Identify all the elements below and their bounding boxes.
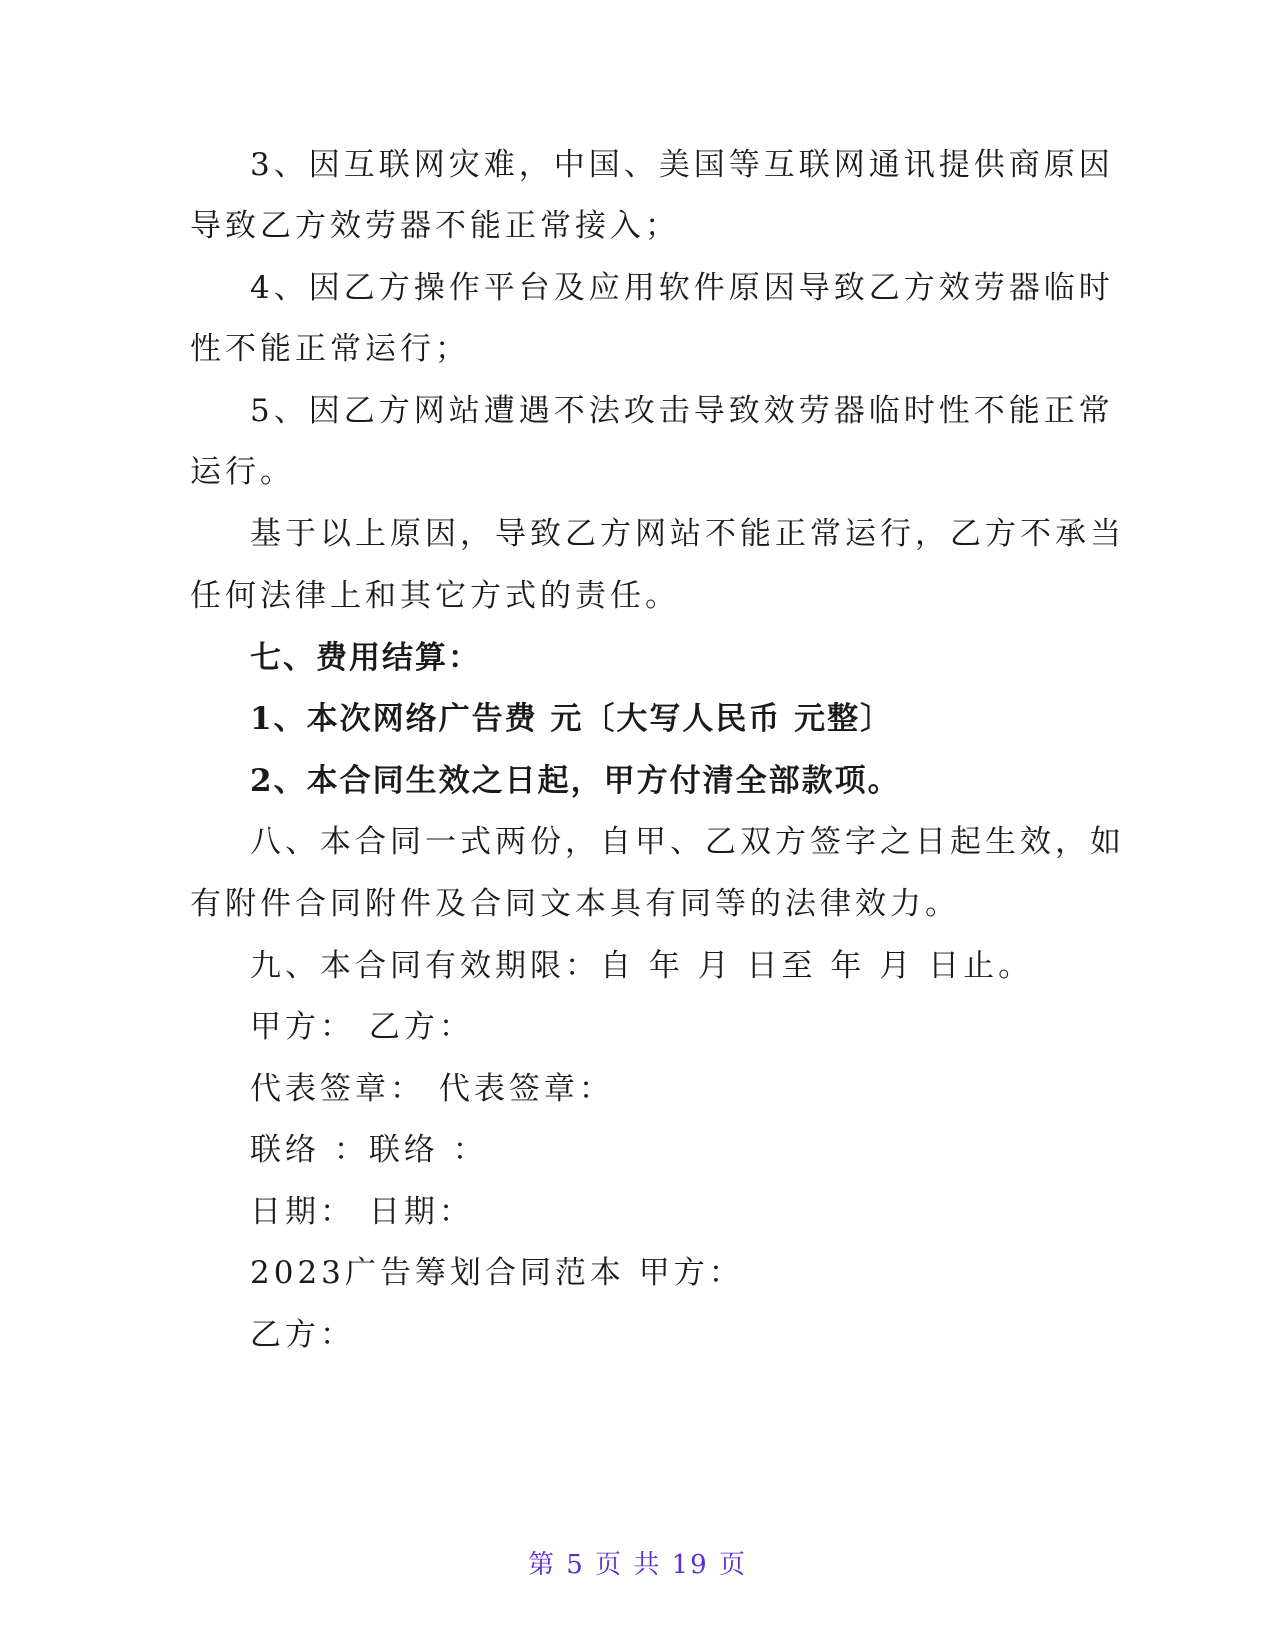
paragraph-line: 有附件合同附件及合同文本具有同等的法律效力。: [190, 886, 960, 922]
paragraph-line: 性不能正常运行；: [190, 331, 470, 367]
document-title-line: 2023广告筹划合同范本 甲方：: [250, 1255, 744, 1291]
paragraph-line-bold: 1、本次网络广告费 元〔大写人民币 元整〕: [250, 701, 894, 737]
signature-line: 联络 ：联络 ：: [250, 1132, 488, 1168]
paragraph-line: 基于以上原因，导致乙方网站不能正常运行，乙方不承当: [250, 516, 1125, 552]
signature-line: 乙方：: [250, 1317, 355, 1353]
paragraph-line: 5、因乙方网站遭遇不法攻击导致效劳器临时性不能正常: [250, 393, 1114, 429]
page-number-footer: 第 5 页 共 19 页: [528, 1550, 747, 1580]
signature-line: 甲方： 乙方：: [250, 1009, 474, 1045]
paragraph-line: 4、因乙方操作平台及应用软件原因导致乙方效劳器临时: [250, 270, 1114, 306]
signature-line: 日期： 日期：: [250, 1194, 474, 1230]
paragraph-line: 导致乙方效劳器不能正常接入；: [190, 208, 680, 244]
paragraph-line: 运行。: [190, 454, 295, 490]
section-heading: 七、费用结算：: [250, 640, 481, 676]
paragraph-line: 九、本合同有效期限：自 年 月 日至 年 月 日止。: [250, 948, 1034, 984]
signature-line: 代表签章： 代表签章：: [250, 1071, 614, 1107]
paragraph-line-bold: 2、本合同生效之日起，甲方付清全部款项。: [250, 763, 901, 799]
paragraph-line: 任何法律上和其它方式的责任。: [190, 578, 680, 614]
paragraph-line: 3、因互联网灾难，中国、美国等互联网通讯提供商原因: [250, 147, 1114, 183]
paragraph-line: 八、本合同一式两份，自甲、乙双方签字之日起生效，如: [250, 824, 1125, 860]
